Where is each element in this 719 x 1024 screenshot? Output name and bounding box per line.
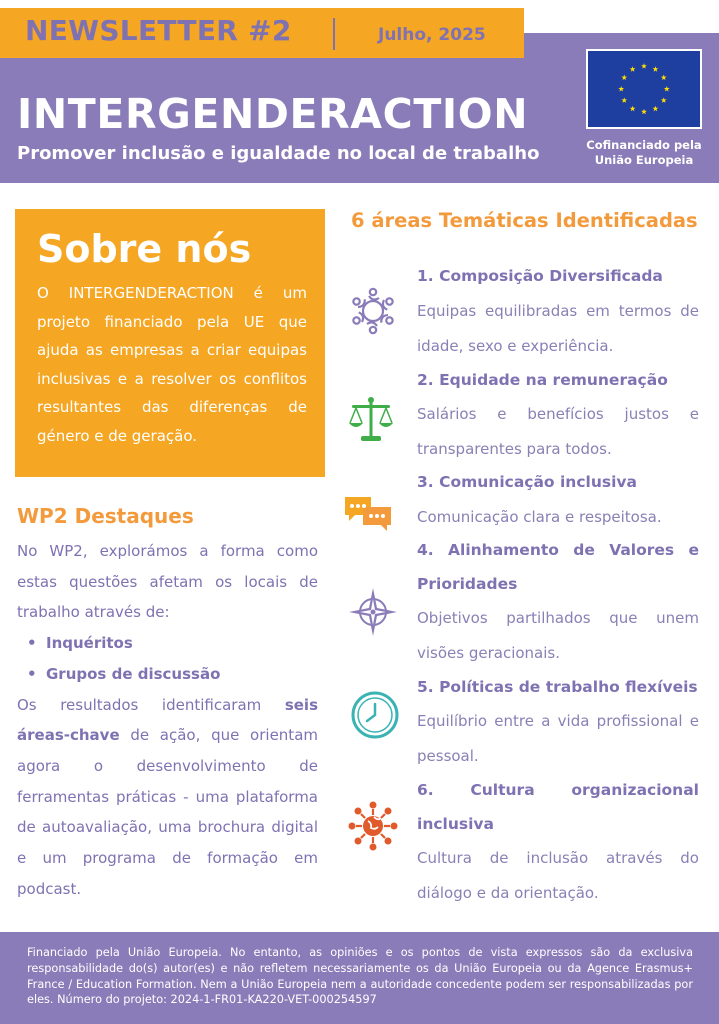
chat-bubbles-icon: [343, 491, 393, 541]
area-6-title: [417, 773, 699, 841]
about-title: Sobre nós: [37, 227, 252, 271]
eu-star: [630, 106, 636, 112]
eu-star: [618, 86, 624, 92]
area-1-title: 1. Composição Diversificada: [417, 267, 663, 285]
clock-icon: [350, 690, 400, 740]
footer: [0, 932, 719, 1024]
wp2-body: [17, 536, 318, 904]
eu-star: [661, 75, 667, 81]
page-title: INTERGENDERACTION: [17, 90, 529, 138]
area-3-title: 3. Comunicação inclusiva: [417, 473, 637, 491]
eu-star: [664, 86, 670, 92]
area-2-title: 2. Equidade na remuneração: [417, 371, 668, 389]
area-6-title-text: 6. Cultura organizacional inclusiva: [417, 781, 699, 833]
area-5-description: Equilíbrio entre a vida profissional e pessoal.: [417, 712, 699, 765]
newsletter-date: Julho, 2025: [378, 25, 486, 45]
wp2-results-start: Os resultados identificaram: [17, 695, 285, 714]
eu-star: [641, 109, 647, 115]
about-box: [15, 209, 325, 477]
eu-star: [621, 97, 627, 103]
wp2-bullet-list: [17, 628, 318, 689]
eu-line-1: Cofinanciado pela: [586, 138, 702, 152]
eu-star: [653, 106, 659, 112]
area-4-title: 4. Alinhamento de Valores e Prioridades: [417, 541, 699, 593]
area-4-description: Objetivos partilhados que unem visões geracionais.: [417, 609, 699, 662]
area-6-description: Cultura de inclusão através do diálogo e da orientação.: [417, 849, 699, 902]
area-3-description: Comunicação clara e respeitosa.: [417, 508, 662, 526]
list-item: • Inquéritos: [17, 628, 318, 659]
area-1-description: Equipas equilibradas em termos de idade, sexo e experiência.: [417, 302, 699, 355]
area-2-description: Salários e benefícios justos e transparentes para todos.: [417, 405, 699, 458]
eu-star: [653, 66, 659, 71]
wp2-title: WP2 Destaques: [17, 504, 194, 528]
wp2-results-bold: seis áreas-chave: [17, 695, 318, 745]
eu-star: [661, 97, 667, 103]
newsletter-label: NEWSLETTER #2: [25, 14, 292, 47]
wp2-results-end: de ação, que orientam agora o desenvolvimento de ferramentas práticas - uma plataforma de autoavaliação, uma brochura digital e um programa de formação em podcast.: [17, 726, 318, 898]
eu-star: [621, 75, 627, 81]
globe-people-icon: [348, 801, 398, 851]
eu-flag-icon: [586, 49, 702, 129]
eu-cofunding-label: [578, 138, 710, 168]
page-subtitle: Promover inclusão e igualdade no local de trabalho: [17, 143, 540, 164]
eu-line-2: União Europeia: [594, 153, 694, 167]
list-item: • Grupos de discussão: [17, 659, 318, 690]
people-circle-icon: [348, 286, 398, 336]
wp2-intro: No WP2, explorámos a forma como estas questões afetam os locais de trabalho através de:: [17, 542, 318, 622]
compass-star-icon: [348, 587, 398, 637]
eu-star: [630, 66, 636, 71]
eu-star: [641, 63, 647, 69]
area-5-title: 5. Políticas de trabalho flexíveis: [417, 678, 698, 696]
header-divider: [333, 18, 335, 50]
areas-title: 6 áreas Temáticas Identificadas: [351, 209, 698, 232]
wp2-results: [17, 690, 318, 905]
scales-icon: [346, 395, 396, 445]
about-text: O INTERGENDERACTION é um projeto financiado pela UE que ajuda as empresas a criar equipas inclusivas e a resolver os conflitos resultantes das diferenças de género e de geração.: [37, 284, 307, 445]
footer-disclaimer: Financiado pela União Europeia. No entanto, as opiniões e os pontos de vista expressos são da exclusiva responsabilidade do(s) autor(es) e não refletem necessariamente os da União Europeia ou da Agence Erasmus+ France / Education Formation. Nem a União Europeia nem a autoridade concedente podem ser responsabilizadas por eles. Número do projeto: 2024-1-FR01-KA220-VET-000254597: [27, 946, 693, 1007]
